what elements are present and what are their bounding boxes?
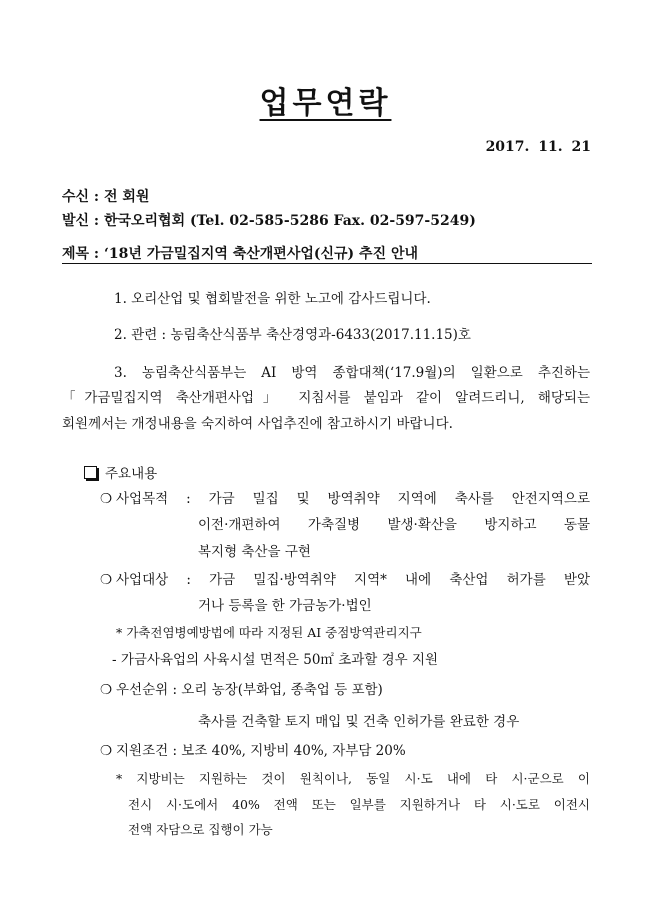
document-date: 2017. 11. 21 [485,139,591,155]
paragraph-3-line-1: 3. 농림축산식품부는 AI 방역 종합대책(‘17.9월)의 일환으로 추진하는 [114,365,590,381]
support-note-line-2: 전시 시·도에서 40% 전액 또는 일부를 지원하거나 타 시·도로 이전시 [128,797,590,812]
page-title: 업무연락 [259,86,392,121]
target-line-1: ❍ 사업대상 : 가금 밀집·방역취약 지역* 내에 축산업 허가를 받았 [100,572,590,588]
recipient-line: 수신 : 전 회원 [62,189,150,205]
purpose-line-2: 이전·개편하여 가축질병 발생·확산을 방지하고 동물 [198,517,590,533]
support-line-1: ❍ 지원조건 : 보조 40%, 지방비 40%, 자부담 20% [100,743,406,759]
target-line-2: 거나 등록을 한 가금농가·법인 [198,598,372,614]
priority-line-1: ❍ 우선순위 : 오리 농장(부화업, 종축업 등 포함) [100,682,383,698]
circle-bullet-icon: ❍ [100,491,113,507]
paragraph-3-line-2: 「가금밀집지역 축산개편사업」 지침서를 붙임과 같이 알려드리니, 해당되는 [62,390,590,406]
subject-divider [62,263,592,264]
target-footnote: * 가축전염병예방법에 따라 지정된 AI 중점방역관리지구 [116,625,422,640]
section-heading [84,462,157,482]
paragraph-1: 1. 오리산업 및 협회발전을 위한 노고에 감사드립니다. [114,291,431,307]
section-heading-label: 주요내용 [105,466,158,482]
circle-bullet-icon: ❍ [100,682,113,698]
support-note-line-3: 전액 자담으로 집행이 가능 [128,822,273,837]
purpose-line-1: ❍ 사업목적 : 가금 밀집 및 방역취약 지역에 축사를 안전지역으로 [100,491,590,507]
priority-line-2: 축사를 건축할 토지 매입 및 건축 인허가를 완료한 경우 [198,714,520,730]
paragraph-3-line-3: 회원께서는 개정내용을 숙지하여 사업추진에 참고하시기 바랍니다. [62,416,453,432]
checkbox-square-icon [84,466,97,479]
subject-line: 제목 : ‘18년 가금밀집지역 축산개편사업(신규) 추진 안내 [62,246,419,262]
target-area-condition: - 가금사육업의 사육시설 면적은 50㎡ 초과할 경우 지원 [112,652,439,668]
circle-bullet-icon: ❍ [100,743,113,759]
circle-bullet-icon: ❍ [100,572,113,588]
sender-line: 발신 : 한국오리협회 (Tel. 02-585-5286 Fax. 02-597-5249) [62,213,476,229]
purpose-line-3: 복지형 축산을 구현 [198,544,311,560]
support-note-line-1: * 지방비는 지원하는 것이 원칙이나, 동일 시·도 내에 타 시·군으로 이 [116,771,590,786]
paragraph-2: 2. 관련 : 농림축산식품부 축산경영과-6433(2017.11.15)호 [114,327,471,343]
